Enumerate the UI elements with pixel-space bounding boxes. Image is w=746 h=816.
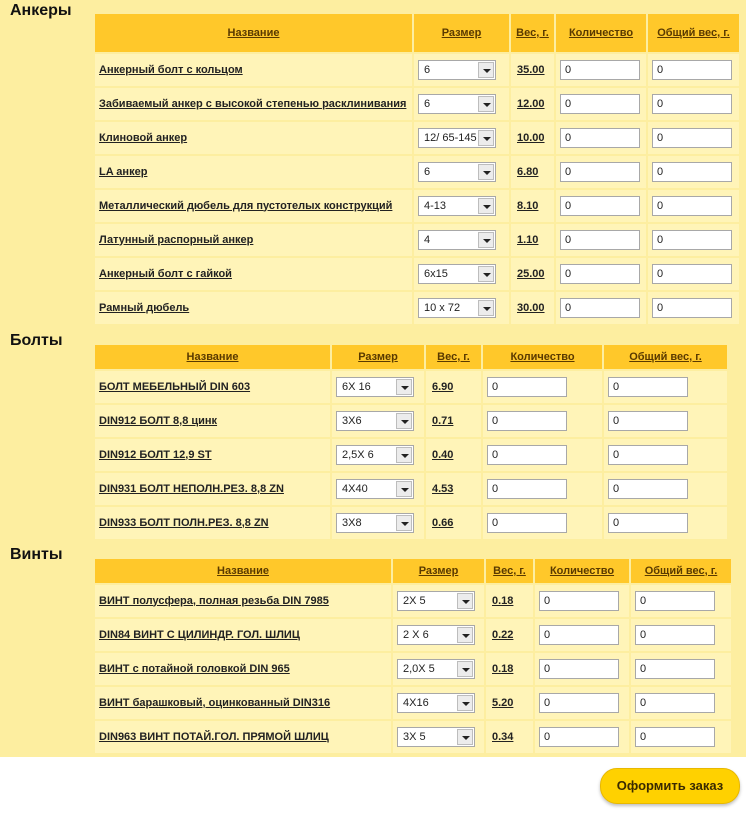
product-name-link[interactable]: ВИНТ полусфера, полная резьба DIN 7985 xyxy=(95,585,391,617)
column-header-qty[interactable]: Количество xyxy=(556,14,646,52)
size-cell xyxy=(414,122,509,154)
table-row xyxy=(95,687,731,719)
table-row xyxy=(95,585,731,617)
size-select-value: 2X 5 xyxy=(403,595,426,607)
table-row xyxy=(95,88,739,120)
size-select-value: 3X8 xyxy=(342,517,362,529)
chevron-down-icon[interactable] xyxy=(478,96,494,112)
size-select-value: 6 xyxy=(424,166,431,178)
table-row xyxy=(95,190,739,222)
total-weight-cell xyxy=(648,54,739,86)
table-row xyxy=(95,122,739,154)
weight-link[interactable]: 0.71 xyxy=(426,405,481,437)
screws-table xyxy=(93,557,733,755)
weight-link[interactable]: 0.18 xyxy=(486,585,533,617)
weight-link[interactable]: 30.00 xyxy=(511,292,554,324)
total-weight-input[interactable]: 0 xyxy=(652,264,732,284)
weight-link[interactable]: 1.10 xyxy=(511,224,554,256)
quantity-cell xyxy=(556,258,646,290)
size-cell xyxy=(414,88,509,120)
size-cell xyxy=(332,439,424,471)
total-weight-cell xyxy=(631,653,731,685)
total-weight-input[interactable]: 0 xyxy=(652,128,732,148)
chevron-down-icon[interactable] xyxy=(396,379,412,395)
chevron-down-icon[interactable] xyxy=(396,515,412,531)
total-weight-input[interactable]: 0 xyxy=(635,625,715,645)
size-select[interactable] xyxy=(336,377,414,397)
size-select[interactable] xyxy=(418,264,496,284)
chevron-down-icon[interactable] xyxy=(396,481,412,497)
quantity-input[interactable]: 0 xyxy=(539,659,619,679)
weight-link[interactable]: 8.10 xyxy=(511,190,554,222)
size-select-value: 10 x 72 xyxy=(424,302,461,314)
quantity-input[interactable]: 0 xyxy=(560,162,640,182)
total-weight-cell xyxy=(631,619,731,651)
weight-link[interactable]: 0.22 xyxy=(486,619,533,651)
size-cell xyxy=(414,190,509,222)
total-weight-input[interactable]: 0 xyxy=(635,693,715,713)
section-title-bolts: Болты xyxy=(10,332,63,349)
size-select[interactable] xyxy=(418,196,496,216)
chevron-down-icon[interactable] xyxy=(457,627,473,643)
total-weight-input[interactable]: 0 xyxy=(652,94,732,114)
chevron-down-icon[interactable] xyxy=(457,661,473,677)
quantity-input[interactable]: 0 xyxy=(487,445,567,465)
product-name-link[interactable]: DIN931 БОЛТ НЕПОЛН.РЕЗ. 8,8 ZN xyxy=(95,473,330,505)
size-cell xyxy=(414,224,509,256)
size-select[interactable] xyxy=(397,625,475,645)
size-select[interactable] xyxy=(336,411,414,431)
column-header-size[interactable]: Размер xyxy=(414,14,509,52)
weight-link[interactable]: 0.18 xyxy=(486,653,533,685)
total-weight-cell xyxy=(631,585,731,617)
total-weight-input[interactable]: 0 xyxy=(652,230,732,250)
size-cell xyxy=(332,405,424,437)
weight-link[interactable]: 0.66 xyxy=(426,507,481,539)
total-weight-cell xyxy=(631,721,731,753)
total-weight-input[interactable]: 0 xyxy=(608,411,688,431)
size-select-value: 2 X 6 xyxy=(403,629,429,641)
total-weight-input[interactable]: 0 xyxy=(608,479,688,499)
quantity-input[interactable]: 0 xyxy=(539,625,619,645)
chevron-down-icon[interactable] xyxy=(478,62,494,78)
chevron-down-icon[interactable] xyxy=(457,729,473,745)
size-select-value: 6x15 xyxy=(424,268,448,280)
size-select-value: 4X40 xyxy=(342,483,368,495)
weight-link[interactable]: 6.90 xyxy=(426,371,481,403)
quantity-input[interactable]: 0 xyxy=(539,727,619,747)
quantity-cell xyxy=(535,619,629,651)
total-weight-input[interactable]: 0 xyxy=(635,591,715,611)
table-row xyxy=(95,473,727,505)
size-cell xyxy=(393,721,484,753)
weight-link[interactable]: 4.53 xyxy=(426,473,481,505)
table-row xyxy=(95,258,739,290)
size-cell xyxy=(332,473,424,505)
total-weight-cell xyxy=(604,473,727,505)
quantity-cell xyxy=(483,439,602,471)
size-select[interactable] xyxy=(397,659,475,679)
total-weight-cell xyxy=(648,258,739,290)
quantity-input[interactable]: 0 xyxy=(487,513,567,533)
product-name-link[interactable]: DIN912 БОЛТ 8,8 цинк xyxy=(95,405,330,437)
table-row xyxy=(95,619,731,651)
total-weight-cell xyxy=(604,507,727,539)
product-name-link[interactable]: ВИНТ с потайной головкой DIN 965 xyxy=(95,653,391,685)
weight-link[interactable]: 35.00 xyxy=(511,54,554,86)
chevron-down-icon[interactable] xyxy=(457,593,473,609)
weight-link[interactable]: 5.20 xyxy=(486,687,533,719)
table-row xyxy=(95,653,731,685)
quantity-input[interactable]: 0 xyxy=(560,196,640,216)
weight-link[interactable]: 6.80 xyxy=(511,156,554,188)
chevron-down-icon[interactable] xyxy=(396,413,412,429)
size-select[interactable] xyxy=(397,591,475,611)
size-select[interactable] xyxy=(397,693,475,713)
quantity-input[interactable]: 0 xyxy=(560,60,640,80)
screws-header-row xyxy=(95,559,731,583)
size-select-value: 6 xyxy=(424,98,431,110)
total-weight-input[interactable]: 0 xyxy=(652,196,732,216)
total-weight-cell xyxy=(648,224,739,256)
total-weight-input[interactable]: 0 xyxy=(652,298,732,318)
size-cell xyxy=(414,258,509,290)
column-header-weight[interactable]: Вес, г. xyxy=(511,14,554,52)
chevron-down-icon[interactable] xyxy=(478,164,494,180)
column-header-total[interactable]: Общий вес, г. xyxy=(631,559,731,583)
table-row xyxy=(95,224,739,256)
chevron-down-icon[interactable] xyxy=(478,198,494,214)
product-name-link[interactable]: Забиваемый анкер с высокой степенью расклинивания xyxy=(95,88,412,120)
size-select-value: 3X 5 xyxy=(403,731,426,743)
product-name-link[interactable]: Латунный распорный анкер xyxy=(95,224,412,256)
size-select[interactable] xyxy=(336,479,414,499)
total-weight-input[interactable]: 0 xyxy=(635,659,715,679)
size-select[interactable] xyxy=(418,162,496,182)
product-name-link[interactable]: Анкерный болт с кольцом xyxy=(95,54,412,86)
product-name-link[interactable]: Анкерный болт с гайкой xyxy=(95,258,412,290)
column-header-name[interactable]: Название xyxy=(95,345,330,369)
weight-link[interactable]: 25.00 xyxy=(511,258,554,290)
total-weight-input[interactable]: 0 xyxy=(652,162,732,182)
chevron-down-icon[interactable] xyxy=(478,266,494,282)
size-select-value: 2,5X 6 xyxy=(342,449,374,461)
quantity-input[interactable]: 0 xyxy=(487,479,567,499)
quantity-input[interactable]: 0 xyxy=(487,377,567,397)
column-header-total[interactable]: Общий вес, г. xyxy=(604,345,727,369)
quantity-cell xyxy=(483,473,602,505)
size-select[interactable] xyxy=(418,298,496,318)
chevron-down-icon[interactable] xyxy=(478,130,494,146)
total-weight-cell xyxy=(648,292,739,324)
chevron-down-icon[interactable] xyxy=(478,232,494,248)
table-row xyxy=(95,507,727,539)
total-weight-input[interactable]: 0 xyxy=(608,513,688,533)
total-weight-cell xyxy=(631,687,731,719)
section-title-screws: Винты xyxy=(10,546,63,563)
table-row xyxy=(95,405,727,437)
size-select[interactable] xyxy=(336,513,414,533)
quantity-cell xyxy=(535,653,629,685)
size-select-value: 6 xyxy=(424,64,431,76)
quantity-cell xyxy=(535,721,629,753)
section-title-anchors: Анкеры xyxy=(10,2,72,19)
quantity-cell xyxy=(556,54,646,86)
product-name-link[interactable]: LA анкер xyxy=(95,156,412,188)
quantity-cell xyxy=(556,88,646,120)
quantity-cell xyxy=(556,292,646,324)
quantity-cell xyxy=(556,122,646,154)
total-weight-input[interactable]: 0 xyxy=(608,445,688,465)
size-cell xyxy=(414,54,509,86)
weight-link[interactable]: 12.00 xyxy=(511,88,554,120)
quantity-cell xyxy=(483,371,602,403)
size-select[interactable] xyxy=(418,230,496,250)
column-header-total[interactable]: Общий вес, г. xyxy=(648,14,739,52)
total-weight-input[interactable]: 0 xyxy=(652,60,732,80)
total-weight-input[interactable]: 0 xyxy=(608,377,688,397)
total-weight-cell xyxy=(648,156,739,188)
size-select-value: 3X6 xyxy=(342,415,362,427)
size-select[interactable] xyxy=(397,727,475,747)
product-name-link[interactable]: DIN963 ВИНТ ПОТАЙ.ГОЛ. ПРЯМОЙ ШЛИЦ xyxy=(95,721,391,753)
weight-link[interactable]: 10.00 xyxy=(511,122,554,154)
column-header-qty[interactable]: Количество xyxy=(535,559,629,583)
size-select[interactable] xyxy=(418,94,496,114)
size-select-value: 12/ 65-145 xyxy=(424,132,477,144)
size-select-value: 6X 16 xyxy=(342,381,371,393)
product-name-link[interactable]: Рамный дюбель xyxy=(95,292,412,324)
quantity-input[interactable]: 0 xyxy=(560,230,640,250)
anchors-header-row xyxy=(95,14,739,52)
quantity-cell xyxy=(556,156,646,188)
size-cell xyxy=(332,507,424,539)
total-weight-cell xyxy=(604,405,727,437)
size-select-value: 4-13 xyxy=(424,200,447,212)
quantity-input[interactable]: 0 xyxy=(560,128,640,148)
quantity-input[interactable]: 0 xyxy=(560,264,640,284)
table-row xyxy=(95,54,739,86)
size-cell xyxy=(414,292,509,324)
quantity-input[interactable]: 0 xyxy=(539,591,619,611)
place-order-button[interactable]: Оформить заказ xyxy=(600,768,740,804)
table-row xyxy=(95,156,739,188)
size-select[interactable] xyxy=(336,445,414,465)
size-select-value: 2,0X 5 xyxy=(403,663,435,675)
product-name-link[interactable]: Клиновой анкер xyxy=(95,122,412,154)
quantity-cell xyxy=(535,687,629,719)
quantity-cell xyxy=(483,507,602,539)
table-row xyxy=(95,292,739,324)
product-name-link[interactable]: ВИНТ барашковый, оцинкованный DIN316 xyxy=(95,687,391,719)
total-weight-cell xyxy=(604,439,727,471)
total-weight-cell xyxy=(648,88,739,120)
size-cell xyxy=(393,619,484,651)
total-weight-input[interactable]: 0 xyxy=(635,727,715,747)
size-select-value: 4 xyxy=(424,234,431,246)
product-name-link[interactable]: DIN933 БОЛТ ПОЛН.РЕЗ. 8,8 ZN xyxy=(95,507,330,539)
table-row xyxy=(95,439,727,471)
bolts-header-row xyxy=(95,345,727,369)
total-weight-cell xyxy=(604,371,727,403)
weight-link[interactable]: 0.34 xyxy=(486,721,533,753)
bolts-table xyxy=(93,343,729,541)
column-header-qty[interactable]: Количество xyxy=(483,345,602,369)
quantity-cell xyxy=(483,405,602,437)
product-name-link[interactable]: БОЛТ МЕБЕЛЬНЫЙ DIN 603 xyxy=(95,371,330,403)
total-weight-cell xyxy=(648,122,739,154)
quantity-cell xyxy=(556,190,646,222)
column-header-name[interactable]: Название xyxy=(95,14,412,52)
quantity-cell xyxy=(535,585,629,617)
product-name-link[interactable]: DIN84 ВИНТ С ЦИЛИНДР. ГОЛ. ШЛИЦ xyxy=(95,619,391,651)
table-row xyxy=(95,721,731,753)
size-select[interactable] xyxy=(418,60,496,80)
column-header-weight[interactable]: Вес, г. xyxy=(426,345,481,369)
chevron-down-icon[interactable] xyxy=(396,447,412,463)
size-cell xyxy=(414,156,509,188)
quantity-input[interactable]: 0 xyxy=(560,94,640,114)
column-header-size[interactable]: Размер xyxy=(332,345,424,369)
quantity-cell xyxy=(556,224,646,256)
anchors-table xyxy=(93,12,741,326)
quantity-input[interactable]: 0 xyxy=(539,693,619,713)
product-name-link[interactable]: Металлический дюбель для пустотелых конструкций xyxy=(95,190,412,222)
chevron-down-icon[interactable] xyxy=(457,695,473,711)
size-cell xyxy=(393,585,484,617)
column-header-name[interactable]: Название xyxy=(95,559,391,583)
column-header-weight[interactable]: Вес, г. xyxy=(486,559,533,583)
product-name-link[interactable]: DIN912 БОЛТ 12,9 ST xyxy=(95,439,330,471)
size-select-value: 4X16 xyxy=(403,697,429,709)
table-row xyxy=(95,371,727,403)
total-weight-cell xyxy=(648,190,739,222)
column-header-size[interactable]: Размер xyxy=(393,559,484,583)
chevron-down-icon[interactable] xyxy=(478,300,494,316)
size-cell xyxy=(393,653,484,685)
quantity-input[interactable]: 0 xyxy=(560,298,640,318)
weight-link[interactable]: 0.40 xyxy=(426,439,481,471)
size-select[interactable] xyxy=(418,128,496,148)
size-cell xyxy=(393,687,484,719)
size-cell xyxy=(332,371,424,403)
quantity-input[interactable]: 0 xyxy=(487,411,567,431)
